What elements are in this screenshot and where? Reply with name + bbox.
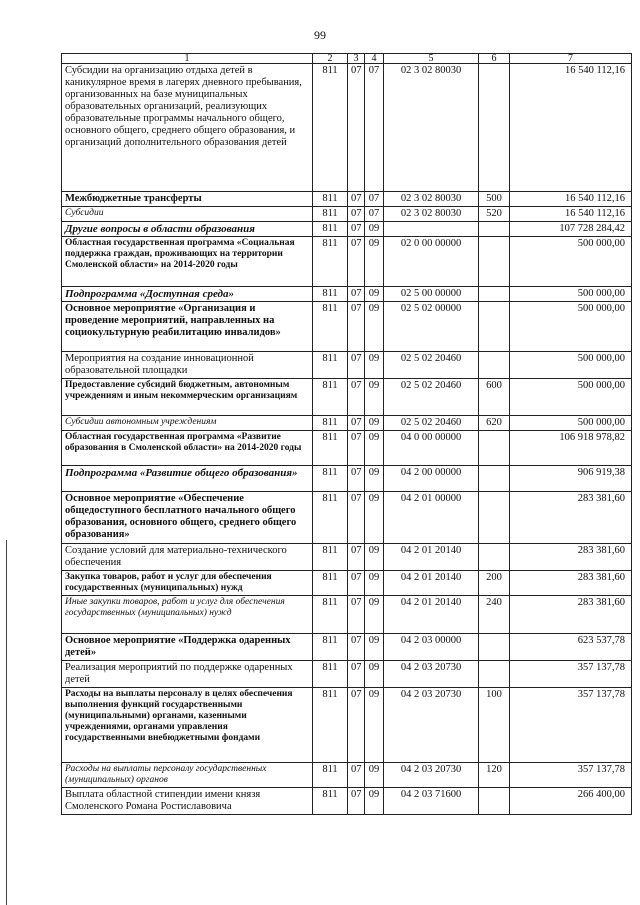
- row-department: 811: [313, 431, 348, 466]
- row-department: 811: [313, 763, 348, 788]
- row-subsection: 09: [365, 661, 384, 688]
- row-department: 811: [313, 287, 348, 302]
- row-section: 07: [348, 634, 365, 661]
- table-row: [62, 192, 632, 207]
- row-target-article: 04 2 01 00000: [384, 492, 479, 544]
- row-subsection: 09: [365, 571, 384, 596]
- row-department: 811: [313, 661, 348, 688]
- row-department: 811: [313, 466, 348, 492]
- row-amount: 500 000,00: [510, 302, 632, 352]
- row-department: 811: [313, 237, 348, 287]
- row-expense-type: 620: [479, 416, 510, 431]
- row-target-article: 04 2 03 20730: [384, 661, 479, 688]
- row-amount: 283 381,60: [510, 596, 632, 634]
- row-amount: 283 381,60: [510, 544, 632, 571]
- row-target-article: 02 5 02 20460: [384, 379, 479, 416]
- row-subsection: 09: [365, 688, 384, 763]
- row-section: 07: [348, 287, 365, 302]
- row-expense-type: 500: [479, 192, 510, 207]
- row-subsection: 09: [365, 379, 384, 416]
- row-expense-type: [479, 237, 510, 287]
- row-name: Областная государственная программа «Развитие образования в Смоленской области» на 2014-2020 годы: [62, 431, 313, 466]
- table-row: [62, 379, 632, 416]
- row-section: 07: [348, 492, 365, 544]
- row-subsection: 09: [365, 466, 384, 492]
- row-section: 07: [348, 416, 365, 431]
- row-target-article: 04 2 01 20140: [384, 571, 479, 596]
- row-subsection: 09: [365, 492, 384, 544]
- row-department: 811: [313, 544, 348, 571]
- row-name: Субсидии на организацию отдыха детей в каникулярное время в лагерях дневного пребывания, организованных на базе муниципальных образовательных организаций, реализующих образовательные программы начального общего, основного общего, среднего общего образования, и организаций дополнительного образования детей: [62, 64, 313, 192]
- table-row: [62, 544, 632, 571]
- table-row: [62, 207, 632, 222]
- row-expense-type: [479, 352, 510, 379]
- row-name: Другие вопросы в области образования: [62, 222, 313, 237]
- row-target-article: 04 2 03 71600: [384, 788, 479, 815]
- row-name: Выплата областной стипендии имени князя Смоленского Романа Ростиславовича: [62, 788, 313, 815]
- row-section: 07: [348, 302, 365, 352]
- row-section: 07: [348, 596, 365, 634]
- row-expense-type: [479, 287, 510, 302]
- row-name: Закупка товаров, работ и услуг для обеспечения государственных (муниципальных) нужд: [62, 571, 313, 596]
- row-target-article: 04 0 00 00000: [384, 431, 479, 466]
- row-section: 07: [348, 222, 365, 237]
- row-name: Расходы на выплаты персоналу в целях обеспечения выполнения функций государственными (муниципальными) органами, казенными учреждениями, органами управления государственными внебюджетными фондами: [62, 688, 313, 763]
- table-row: [62, 634, 632, 661]
- row-subsection: 09: [365, 237, 384, 287]
- row-expense-type: 520: [479, 207, 510, 222]
- row-expense-type: 200: [479, 571, 510, 596]
- row-target-article: 02 5 02 00000: [384, 302, 479, 352]
- budget-table: [61, 53, 632, 815]
- row-subsection: 09: [365, 788, 384, 815]
- row-amount: 16 540 112,16: [510, 64, 632, 192]
- table-row: [62, 237, 632, 287]
- row-amount: 500 000,00: [510, 379, 632, 416]
- row-department: 811: [313, 222, 348, 237]
- row-subsection: 09: [365, 302, 384, 352]
- table-row: [62, 64, 632, 192]
- row-section: 07: [348, 544, 365, 571]
- row-section: 07: [348, 237, 365, 287]
- page-number: 99: [314, 28, 326, 42]
- table-row: [62, 596, 632, 634]
- row-amount: 500 000,00: [510, 416, 632, 431]
- row-target-article: 02 5 02 20460: [384, 352, 479, 379]
- row-expense-type: [479, 661, 510, 688]
- row-expense-type: 600: [479, 379, 510, 416]
- row-expense-type: 240: [479, 596, 510, 634]
- margin-line: [6, 540, 7, 905]
- row-amount: 357 137,78: [510, 763, 632, 788]
- row-amount: 16 540 112,16: [510, 207, 632, 222]
- table-row: [62, 492, 632, 544]
- row-department: 811: [313, 596, 348, 634]
- row-amount: 500 000,00: [510, 287, 632, 302]
- row-name: Иные закупки товаров, работ и услуг для обеспечения государственных (муниципальных) нужд: [62, 596, 313, 634]
- row-target-article: 02 0 00 00000: [384, 237, 479, 287]
- row-name: Основное мероприятие «Поддержка одаренных детей»: [62, 634, 313, 661]
- table-row: [62, 352, 632, 379]
- table-row: [62, 763, 632, 788]
- row-department: 811: [313, 492, 348, 544]
- row-expense-type: 100: [479, 688, 510, 763]
- row-name: Подпрограмма «Доступная среда»: [62, 287, 313, 302]
- row-subsection: 09: [365, 287, 384, 302]
- row-amount: 357 137,78: [510, 688, 632, 763]
- row-section: 07: [348, 571, 365, 596]
- row-amount: 16 540 112,16: [510, 192, 632, 207]
- row-amount: 266 400,00: [510, 788, 632, 815]
- row-amount: 283 381,60: [510, 571, 632, 596]
- row-expense-type: [479, 634, 510, 661]
- row-expense-type: [479, 544, 510, 571]
- row-expense-type: 120: [479, 763, 510, 788]
- row-expense-type: [479, 64, 510, 192]
- row-name: Субсидии автономным учреждениям: [62, 416, 313, 431]
- row-subsection: 09: [365, 352, 384, 379]
- row-department: 811: [313, 302, 348, 352]
- row-expense-type: [479, 302, 510, 352]
- row-name: Основное мероприятие «Обеспечение общедоступного бесплатного начального общего образования, основного общего, среднего общего образования»: [62, 492, 313, 544]
- row-target-article: 04 2 00 00000: [384, 466, 479, 492]
- table-row: [62, 688, 632, 763]
- table-row: [62, 222, 632, 237]
- row-target-article: 04 2 03 20730: [384, 763, 479, 788]
- row-subsection: 09: [365, 222, 384, 237]
- row-amount: 357 137,78: [510, 661, 632, 688]
- row-name: Подпрограмма «Развитие общего образования»: [62, 466, 313, 492]
- row-department: 811: [313, 634, 348, 661]
- row-name: Предоставление субсидий бюджетным, автономным учреждениям и иным некоммерческим организациям: [62, 379, 313, 416]
- row-section: 07: [348, 763, 365, 788]
- header-cell-2: 2: [313, 54, 348, 64]
- row-department: 811: [313, 207, 348, 222]
- row-target-article: [384, 222, 479, 237]
- row-subsection: 09: [365, 431, 384, 466]
- row-department: 811: [313, 788, 348, 815]
- row-expense-type: [479, 492, 510, 544]
- row-subsection: 09: [365, 596, 384, 634]
- row-expense-type: [479, 466, 510, 492]
- row-section: 07: [348, 352, 365, 379]
- row-target-article: 02 3 02 80030: [384, 64, 479, 192]
- row-target-article: 04 2 01 20140: [384, 544, 479, 571]
- row-name: Создание условий для материально-технического обеспечения: [62, 544, 313, 571]
- row-department: 811: [313, 416, 348, 431]
- row-target-article: 04 2 01 20140: [384, 596, 479, 634]
- row-department: 811: [313, 192, 348, 207]
- row-subsection: 09: [365, 416, 384, 431]
- row-target-article: 02 3 02 80030: [384, 207, 479, 222]
- row-target-article: 02 3 02 80030: [384, 192, 479, 207]
- row-subsection: 07: [365, 64, 384, 192]
- header-cell-7: 7: [510, 54, 632, 64]
- row-target-article: 04 2 03 00000: [384, 634, 479, 661]
- row-section: 07: [348, 379, 365, 416]
- row-expense-type: [479, 222, 510, 237]
- table-row: [62, 431, 632, 466]
- header-cell-6: 6: [479, 54, 510, 64]
- row-name: Межбюджетные трансферты: [62, 192, 313, 207]
- row-department: 811: [313, 379, 348, 416]
- row-amount: 283 381,60: [510, 492, 632, 544]
- row-subsection: 09: [365, 544, 384, 571]
- header-cell-5: 5: [384, 54, 479, 64]
- row-department: 811: [313, 688, 348, 763]
- row-amount: 500 000,00: [510, 352, 632, 379]
- table-row: [62, 571, 632, 596]
- table-row: [62, 788, 632, 815]
- row-subsection: 07: [365, 207, 384, 222]
- table-row: [62, 661, 632, 688]
- table-header-row: [62, 54, 632, 64]
- table-row: [62, 416, 632, 431]
- row-expense-type: [479, 788, 510, 815]
- row-amount: 107 728 284,42: [510, 222, 632, 237]
- row-department: 811: [313, 352, 348, 379]
- row-section: 07: [348, 688, 365, 763]
- header-cell-3: 3: [348, 54, 365, 64]
- table-row: [62, 302, 632, 352]
- row-section: 07: [348, 192, 365, 207]
- row-section: 07: [348, 788, 365, 815]
- table-row: [62, 466, 632, 492]
- row-department: 811: [313, 64, 348, 192]
- row-target-article: 02 5 00 00000: [384, 287, 479, 302]
- row-name: Реализация мероприятий по поддержке одаренных детей: [62, 661, 313, 688]
- row-name: Основное мероприятие «Организация и проведение мероприятий, направленных на социокультурную реабилитацию инвалидов»: [62, 302, 313, 352]
- row-name: Областная государственная программа «Социальная поддержка граждан, проживающих на территории Смоленской области» на 2014-2020 годы: [62, 237, 313, 287]
- row-subsection: 07: [365, 192, 384, 207]
- row-name: Расходы на выплаты персоналу государственных (муниципальных) органов: [62, 763, 313, 788]
- row-department: 811: [313, 571, 348, 596]
- row-section: 07: [348, 207, 365, 222]
- header-cell-1: 1: [62, 54, 313, 64]
- header-cell-4: 4: [365, 54, 384, 64]
- row-amount: 500 000,00: [510, 237, 632, 287]
- row-section: 07: [348, 64, 365, 192]
- row-subsection: 09: [365, 634, 384, 661]
- row-expense-type: [479, 431, 510, 466]
- row-name: Мероприятия на создание инновационной образовательной площадки: [62, 352, 313, 379]
- row-name: Субсидии: [62, 207, 313, 222]
- row-amount: 906 919,38: [510, 466, 632, 492]
- row-section: 07: [348, 431, 365, 466]
- row-target-article: 02 5 02 20460: [384, 416, 479, 431]
- row-subsection: 09: [365, 763, 384, 788]
- row-section: 07: [348, 466, 365, 492]
- row-section: 07: [348, 661, 365, 688]
- row-target-article: 04 2 03 20730: [384, 688, 479, 763]
- table-row: [62, 287, 632, 302]
- row-amount: 106 918 978,82: [510, 431, 632, 466]
- row-amount: 623 537,78: [510, 634, 632, 661]
